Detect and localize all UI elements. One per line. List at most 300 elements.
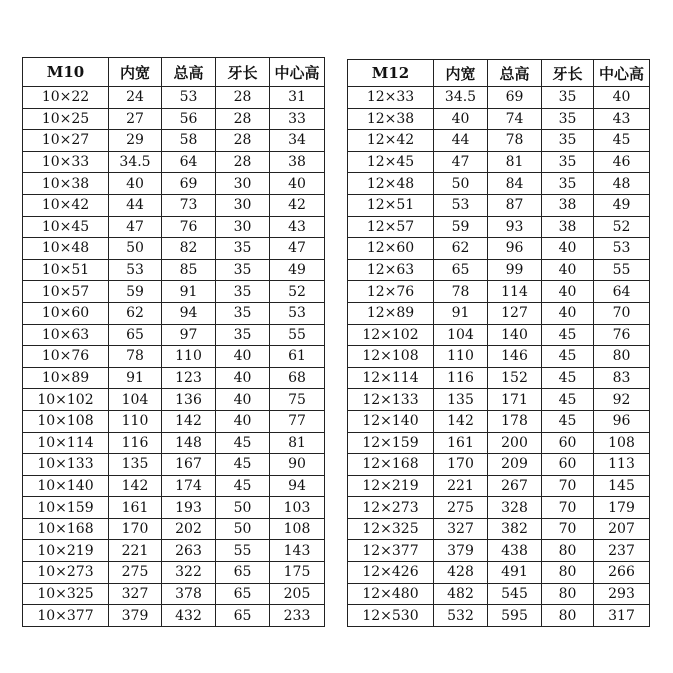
center-height-cell: 34 bbox=[270, 130, 325, 152]
total-height-cell: 76 bbox=[162, 216, 216, 238]
total-height-cell: 93 bbox=[488, 216, 542, 238]
table-row bbox=[348, 302, 650, 324]
inner-width-cell: 44 bbox=[434, 130, 488, 152]
total-height-cell: 96 bbox=[488, 238, 542, 260]
thread-length-cell: 40 bbox=[542, 259, 594, 281]
inner-width-cell: 161 bbox=[109, 497, 162, 519]
inner-width-cell: 65 bbox=[434, 259, 488, 281]
size-cell: 12×159 bbox=[348, 432, 434, 454]
center-height-cell: 143 bbox=[270, 540, 325, 562]
center-height-cell: 96 bbox=[594, 410, 650, 432]
inner-width-cell: 34.5 bbox=[434, 87, 488, 109]
table-row bbox=[23, 281, 325, 303]
size-cell: 10×57 bbox=[23, 281, 109, 303]
inner-width-cell: 53 bbox=[434, 194, 488, 216]
thread-length-cell: 45 bbox=[216, 432, 270, 454]
inner-width-cell: 428 bbox=[434, 562, 488, 584]
size-cell: 12×33 bbox=[348, 87, 434, 109]
center-height-cell: 317 bbox=[594, 605, 650, 627]
header-row bbox=[348, 60, 650, 87]
size-cell: 12×38 bbox=[348, 108, 434, 130]
center-height-cell: 43 bbox=[594, 108, 650, 130]
center-height-cell: 38 bbox=[270, 151, 325, 173]
center-height-cell: 113 bbox=[594, 454, 650, 476]
size-cell: 12×480 bbox=[348, 583, 434, 605]
size-cell: 12×168 bbox=[348, 454, 434, 476]
table-row bbox=[23, 130, 325, 152]
total-height-cell: 58 bbox=[162, 130, 216, 152]
size-cell: 10×60 bbox=[23, 302, 109, 324]
thread-length-cell: 80 bbox=[542, 605, 594, 627]
center-height-cell: 43 bbox=[270, 216, 325, 238]
table-body bbox=[348, 87, 650, 627]
size-cell: 10×51 bbox=[23, 259, 109, 281]
table-row bbox=[348, 173, 650, 195]
table-row bbox=[348, 281, 650, 303]
thread-length-cell: 35 bbox=[216, 302, 270, 324]
inner-width-cell: 40 bbox=[109, 173, 162, 195]
total-height-cell: 64 bbox=[162, 151, 216, 173]
total-height-cell: 178 bbox=[488, 410, 542, 432]
thread-length-cell: 50 bbox=[216, 497, 270, 519]
size-cell: 10×377 bbox=[23, 605, 109, 627]
inner-width-cell: 104 bbox=[434, 324, 488, 346]
table-row bbox=[23, 216, 325, 238]
size-cell: 10×76 bbox=[23, 346, 109, 368]
center-height-cell: 40 bbox=[270, 173, 325, 195]
table-row bbox=[348, 454, 650, 476]
center-height-cell: 70 bbox=[594, 302, 650, 324]
size-cell: 10×42 bbox=[23, 194, 109, 216]
total-height-cell: 202 bbox=[162, 518, 216, 540]
thread-length-cell: 80 bbox=[542, 540, 594, 562]
size-cell: 10×114 bbox=[23, 432, 109, 454]
thread-length-cell: 45 bbox=[542, 367, 594, 389]
table-row bbox=[348, 151, 650, 173]
center-height-cell: 108 bbox=[270, 518, 325, 540]
inner-width-cell: 65 bbox=[109, 324, 162, 346]
table-row bbox=[23, 173, 325, 195]
table-row bbox=[348, 324, 650, 346]
thread-length-cell: 80 bbox=[542, 562, 594, 584]
column-header-thread-length: 牙长 bbox=[216, 58, 270, 87]
total-height-cell: 73 bbox=[162, 194, 216, 216]
center-height-cell: 31 bbox=[270, 87, 325, 109]
thread-length-cell: 70 bbox=[542, 497, 594, 519]
thread-length-cell: 45 bbox=[542, 324, 594, 346]
thread-length-cell: 80 bbox=[542, 583, 594, 605]
center-height-cell: 233 bbox=[270, 605, 325, 627]
center-height-cell: 49 bbox=[270, 259, 325, 281]
total-height-cell: 74 bbox=[488, 108, 542, 130]
size-cell: 12×51 bbox=[348, 194, 434, 216]
total-height-cell: 123 bbox=[162, 367, 216, 389]
table-row bbox=[348, 130, 650, 152]
total-height-cell: 193 bbox=[162, 497, 216, 519]
inner-width-cell: 53 bbox=[109, 259, 162, 281]
inner-width-cell: 62 bbox=[109, 302, 162, 324]
total-height-cell: 148 bbox=[162, 432, 216, 454]
table-row bbox=[348, 346, 650, 368]
total-height-cell: 136 bbox=[162, 389, 216, 411]
thread-length-cell: 40 bbox=[216, 410, 270, 432]
thread-length-cell: 35 bbox=[216, 238, 270, 260]
inner-width-cell: 275 bbox=[434, 497, 488, 519]
total-height-cell: 87 bbox=[488, 194, 542, 216]
size-cell: 12×133 bbox=[348, 389, 434, 411]
total-height-cell: 84 bbox=[488, 173, 542, 195]
total-height-cell: 491 bbox=[488, 562, 542, 584]
center-height-cell: 33 bbox=[270, 108, 325, 130]
center-height-cell: 52 bbox=[270, 281, 325, 303]
table-row bbox=[23, 389, 325, 411]
table-row bbox=[348, 475, 650, 497]
inner-width-cell: 91 bbox=[109, 367, 162, 389]
inner-width-cell: 161 bbox=[434, 432, 488, 454]
table-row bbox=[23, 194, 325, 216]
table-row bbox=[348, 389, 650, 411]
size-cell: 10×168 bbox=[23, 518, 109, 540]
inner-width-cell: 170 bbox=[109, 518, 162, 540]
thread-length-cell: 35 bbox=[216, 281, 270, 303]
center-height-cell: 55 bbox=[594, 259, 650, 281]
center-height-cell: 205 bbox=[270, 583, 325, 605]
center-height-cell: 53 bbox=[270, 302, 325, 324]
column-header-inner-width: 内宽 bbox=[434, 60, 488, 87]
thread-length-cell: 65 bbox=[216, 605, 270, 627]
center-height-cell: 94 bbox=[270, 475, 325, 497]
center-height-cell: 145 bbox=[594, 475, 650, 497]
table-row bbox=[348, 562, 650, 584]
thread-length-cell: 40 bbox=[216, 346, 270, 368]
inner-width-cell: 327 bbox=[109, 583, 162, 605]
center-height-cell: 48 bbox=[594, 173, 650, 195]
size-cell: 12×89 bbox=[348, 302, 434, 324]
total-height-cell: 167 bbox=[162, 454, 216, 476]
center-height-cell: 40 bbox=[594, 87, 650, 109]
thread-length-cell: 40 bbox=[542, 281, 594, 303]
total-height-cell: 267 bbox=[488, 475, 542, 497]
inner-width-cell: 142 bbox=[434, 410, 488, 432]
center-height-cell: 55 bbox=[270, 324, 325, 346]
inner-width-cell: 379 bbox=[434, 540, 488, 562]
inner-width-cell: 78 bbox=[109, 346, 162, 368]
total-height-cell: 82 bbox=[162, 238, 216, 260]
size-cell: 10×22 bbox=[23, 87, 109, 109]
table-row bbox=[23, 108, 325, 130]
size-cell: 12×102 bbox=[348, 324, 434, 346]
inner-width-cell: 532 bbox=[434, 605, 488, 627]
total-height-cell: 56 bbox=[162, 108, 216, 130]
table-row bbox=[23, 238, 325, 260]
table-row bbox=[348, 540, 650, 562]
size-cell: 10×219 bbox=[23, 540, 109, 562]
size-cell: 12×426 bbox=[348, 562, 434, 584]
column-header-inner-width: 内宽 bbox=[109, 58, 162, 87]
column-header-size: M10 bbox=[23, 58, 109, 87]
thread-length-cell: 35 bbox=[216, 324, 270, 346]
total-height-cell: 432 bbox=[162, 605, 216, 627]
size-cell: 10×27 bbox=[23, 130, 109, 152]
thread-length-cell: 60 bbox=[542, 454, 594, 476]
total-height-cell: 438 bbox=[488, 540, 542, 562]
center-height-cell: 53 bbox=[594, 238, 650, 260]
total-height-cell: 110 bbox=[162, 346, 216, 368]
total-height-cell: 328 bbox=[488, 497, 542, 519]
m10-spec-table bbox=[22, 57, 325, 627]
inner-width-cell: 221 bbox=[109, 540, 162, 562]
size-cell: 10×273 bbox=[23, 562, 109, 584]
table-row bbox=[23, 346, 325, 368]
center-height-cell: 52 bbox=[594, 216, 650, 238]
center-height-cell: 207 bbox=[594, 518, 650, 540]
thread-length-cell: 38 bbox=[542, 216, 594, 238]
inner-width-cell: 142 bbox=[109, 475, 162, 497]
total-height-cell: 127 bbox=[488, 302, 542, 324]
thread-length-cell: 40 bbox=[216, 389, 270, 411]
total-height-cell: 91 bbox=[162, 281, 216, 303]
inner-width-cell: 135 bbox=[434, 389, 488, 411]
size-cell: 12×60 bbox=[348, 238, 434, 260]
column-header-total-height: 总高 bbox=[162, 58, 216, 87]
center-height-cell: 293 bbox=[594, 583, 650, 605]
center-height-cell: 75 bbox=[270, 389, 325, 411]
thread-length-cell: 70 bbox=[542, 475, 594, 497]
size-cell: 12×530 bbox=[348, 605, 434, 627]
table-row bbox=[23, 454, 325, 476]
total-height-cell: 142 bbox=[162, 410, 216, 432]
size-cell: 10×33 bbox=[23, 151, 109, 173]
column-header-center-height: 中心高 bbox=[594, 60, 650, 87]
total-height-cell: 81 bbox=[488, 151, 542, 173]
thread-length-cell: 35 bbox=[542, 151, 594, 173]
size-cell: 10×48 bbox=[23, 238, 109, 260]
table-row bbox=[348, 432, 650, 454]
center-height-cell: 81 bbox=[270, 432, 325, 454]
inner-width-cell: 110 bbox=[109, 410, 162, 432]
table-row bbox=[23, 497, 325, 519]
center-height-cell: 237 bbox=[594, 540, 650, 562]
thread-length-cell: 30 bbox=[216, 173, 270, 195]
inner-width-cell: 170 bbox=[434, 454, 488, 476]
size-cell: 12×57 bbox=[348, 216, 434, 238]
inner-width-cell: 44 bbox=[109, 194, 162, 216]
size-cell: 10×89 bbox=[23, 367, 109, 389]
total-height-cell: 322 bbox=[162, 562, 216, 584]
thread-length-cell: 65 bbox=[216, 583, 270, 605]
thread-length-cell: 55 bbox=[216, 540, 270, 562]
center-height-cell: 45 bbox=[594, 130, 650, 152]
column-header-center-height: 中心高 bbox=[270, 58, 325, 87]
thread-length-cell: 45 bbox=[216, 475, 270, 497]
inner-width-cell: 27 bbox=[109, 108, 162, 130]
center-height-cell: 76 bbox=[594, 324, 650, 346]
size-cell: 12×377 bbox=[348, 540, 434, 562]
inner-width-cell: 40 bbox=[434, 108, 488, 130]
size-cell: 12×108 bbox=[348, 346, 434, 368]
total-height-cell: 200 bbox=[488, 432, 542, 454]
center-height-cell: 61 bbox=[270, 346, 325, 368]
column-header-size: M12 bbox=[348, 60, 434, 87]
inner-width-cell: 47 bbox=[434, 151, 488, 173]
total-height-cell: 171 bbox=[488, 389, 542, 411]
size-cell: 10×45 bbox=[23, 216, 109, 238]
total-height-cell: 97 bbox=[162, 324, 216, 346]
inner-width-cell: 59 bbox=[434, 216, 488, 238]
size-cell: 12×42 bbox=[348, 130, 434, 152]
inner-width-cell: 221 bbox=[434, 475, 488, 497]
total-height-cell: 382 bbox=[488, 518, 542, 540]
table-row bbox=[23, 432, 325, 454]
center-height-cell: 92 bbox=[594, 389, 650, 411]
total-height-cell: 174 bbox=[162, 475, 216, 497]
total-height-cell: 595 bbox=[488, 605, 542, 627]
center-height-cell: 103 bbox=[270, 497, 325, 519]
table-row bbox=[348, 583, 650, 605]
size-cell: 12×325 bbox=[348, 518, 434, 540]
table-row bbox=[348, 194, 650, 216]
table-row bbox=[348, 108, 650, 130]
size-cell: 12×63 bbox=[348, 259, 434, 281]
thread-length-cell: 38 bbox=[542, 194, 594, 216]
total-height-cell: 378 bbox=[162, 583, 216, 605]
total-height-cell: 94 bbox=[162, 302, 216, 324]
inner-width-cell: 24 bbox=[109, 87, 162, 109]
thread-length-cell: 28 bbox=[216, 87, 270, 109]
size-cell: 12×219 bbox=[348, 475, 434, 497]
inner-width-cell: 47 bbox=[109, 216, 162, 238]
inner-width-cell: 135 bbox=[109, 454, 162, 476]
inner-width-cell: 34.5 bbox=[109, 151, 162, 173]
table-row bbox=[348, 410, 650, 432]
inner-width-cell: 116 bbox=[109, 432, 162, 454]
total-height-cell: 69 bbox=[488, 87, 542, 109]
center-height-cell: 49 bbox=[594, 194, 650, 216]
inner-width-cell: 104 bbox=[109, 389, 162, 411]
thread-length-cell: 45 bbox=[216, 454, 270, 476]
total-height-cell: 146 bbox=[488, 346, 542, 368]
table-row bbox=[348, 259, 650, 281]
header-row bbox=[23, 58, 325, 87]
size-cell: 12×76 bbox=[348, 281, 434, 303]
size-cell: 10×133 bbox=[23, 454, 109, 476]
table-body bbox=[23, 87, 325, 627]
table-row bbox=[348, 518, 650, 540]
thread-length-cell: 45 bbox=[542, 346, 594, 368]
inner-width-cell: 50 bbox=[109, 238, 162, 260]
thread-length-cell: 60 bbox=[542, 432, 594, 454]
inner-width-cell: 482 bbox=[434, 583, 488, 605]
size-cell: 12×273 bbox=[348, 497, 434, 519]
table-row bbox=[23, 518, 325, 540]
center-height-cell: 83 bbox=[594, 367, 650, 389]
size-cell: 10×25 bbox=[23, 108, 109, 130]
thread-length-cell: 35 bbox=[216, 259, 270, 281]
table-row bbox=[23, 324, 325, 346]
inner-width-cell: 91 bbox=[434, 302, 488, 324]
table-row bbox=[348, 87, 650, 109]
table-row bbox=[23, 605, 325, 627]
thread-length-cell: 45 bbox=[542, 410, 594, 432]
table-row bbox=[348, 367, 650, 389]
total-height-cell: 209 bbox=[488, 454, 542, 476]
center-height-cell: 42 bbox=[270, 194, 325, 216]
table-row bbox=[23, 475, 325, 497]
total-height-cell: 99 bbox=[488, 259, 542, 281]
thread-length-cell: 35 bbox=[542, 130, 594, 152]
thread-length-cell: 70 bbox=[542, 518, 594, 540]
table-row bbox=[348, 238, 650, 260]
table-row bbox=[23, 302, 325, 324]
thread-length-cell: 35 bbox=[542, 108, 594, 130]
total-height-cell: 78 bbox=[488, 130, 542, 152]
inner-width-cell: 379 bbox=[109, 605, 162, 627]
table-row bbox=[348, 497, 650, 519]
inner-width-cell: 275 bbox=[109, 562, 162, 584]
center-height-cell: 108 bbox=[594, 432, 650, 454]
table-row bbox=[348, 605, 650, 627]
size-cell: 10×63 bbox=[23, 324, 109, 346]
size-cell: 12×45 bbox=[348, 151, 434, 173]
table-row bbox=[23, 367, 325, 389]
inner-width-cell: 62 bbox=[434, 238, 488, 260]
size-cell: 10×140 bbox=[23, 475, 109, 497]
total-height-cell: 545 bbox=[488, 583, 542, 605]
column-header-thread-length: 牙长 bbox=[542, 60, 594, 87]
thread-length-cell: 35 bbox=[542, 173, 594, 195]
center-height-cell: 175 bbox=[270, 562, 325, 584]
size-cell: 12×140 bbox=[348, 410, 434, 432]
table-row bbox=[23, 562, 325, 584]
table-row bbox=[23, 583, 325, 605]
table-row bbox=[23, 87, 325, 109]
size-cell: 12×48 bbox=[348, 173, 434, 195]
total-height-cell: 140 bbox=[488, 324, 542, 346]
table-row bbox=[348, 216, 650, 238]
size-cell: 10×38 bbox=[23, 173, 109, 195]
thread-length-cell: 40 bbox=[216, 367, 270, 389]
size-cell: 12×114 bbox=[348, 367, 434, 389]
thread-length-cell: 28 bbox=[216, 130, 270, 152]
center-height-cell: 266 bbox=[594, 562, 650, 584]
inner-width-cell: 116 bbox=[434, 367, 488, 389]
inner-width-cell: 29 bbox=[109, 130, 162, 152]
size-cell: 10×108 bbox=[23, 410, 109, 432]
inner-width-cell: 78 bbox=[434, 281, 488, 303]
total-height-cell: 114 bbox=[488, 281, 542, 303]
table-row bbox=[23, 259, 325, 281]
thread-length-cell: 65 bbox=[216, 562, 270, 584]
center-height-cell: 179 bbox=[594, 497, 650, 519]
center-height-cell: 80 bbox=[594, 346, 650, 368]
total-height-cell: 85 bbox=[162, 259, 216, 281]
size-cell: 10×102 bbox=[23, 389, 109, 411]
thread-length-cell: 35 bbox=[542, 87, 594, 109]
center-height-cell: 77 bbox=[270, 410, 325, 432]
center-height-cell: 64 bbox=[594, 281, 650, 303]
total-height-cell: 69 bbox=[162, 173, 216, 195]
table-row bbox=[23, 410, 325, 432]
total-height-cell: 263 bbox=[162, 540, 216, 562]
size-cell: 10×325 bbox=[23, 583, 109, 605]
thread-length-cell: 40 bbox=[542, 302, 594, 324]
total-height-cell: 152 bbox=[488, 367, 542, 389]
table-row bbox=[23, 540, 325, 562]
thread-length-cell: 40 bbox=[542, 238, 594, 260]
thread-length-cell: 30 bbox=[216, 194, 270, 216]
table-row bbox=[23, 151, 325, 173]
inner-width-cell: 59 bbox=[109, 281, 162, 303]
